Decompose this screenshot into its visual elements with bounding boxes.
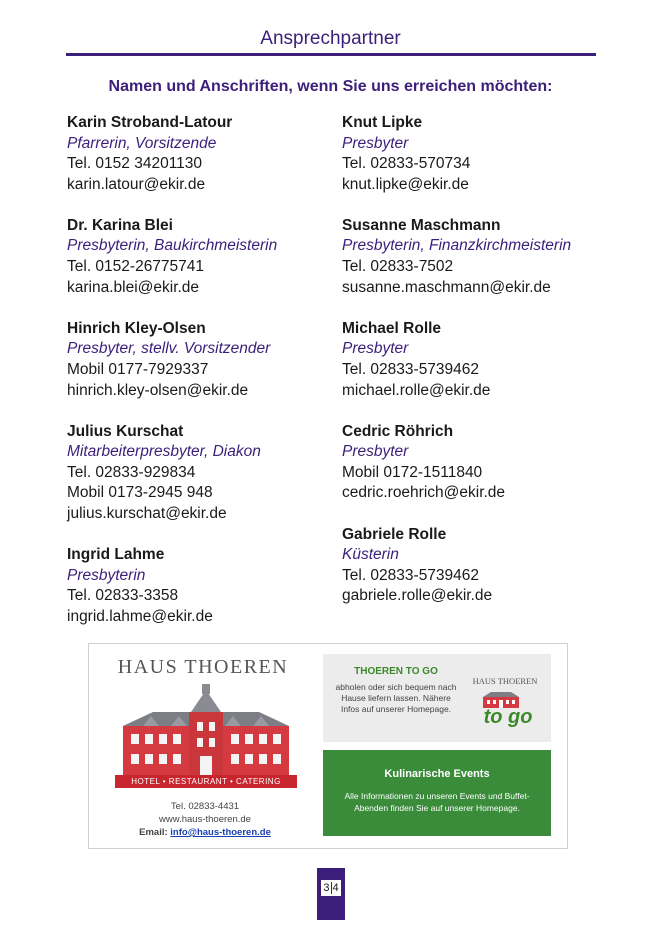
header-rule [66,53,596,56]
contact-email[interactable]: julius.kurschat@ekir.de [67,505,227,522]
contact-name: Knut Lipke [342,114,423,131]
contacts-left-column [67,113,337,648]
contact-name: Michael Rolle [342,319,442,337]
events-heading: Kulinarische Events [384,768,490,780]
contact-phone: Mobil 0173-2945 948 [67,484,213,502]
contact-entry [342,319,632,401]
contact-phone: Tel. 02833-3358 [67,587,179,605]
contact-email[interactable]: knut.lipke@ekir.de [342,175,469,193]
contact-email[interactable]: cedric.roehrich@ekir.de [342,484,506,502]
ad-brand-name: HAUS THOEREN [117,656,289,678]
contact-phone: Tel. 02833-5739462 [342,360,480,378]
contact-entry [67,422,337,525]
contact-phone: Tel. 0152 34201130 [67,155,203,173]
contact-email[interactable]: karin.latour@ekir.de [67,175,206,193]
contact-name: Gabriele Rolle [342,525,447,543]
contact-role: Presbyterin, Baukirchmeisterin [67,237,278,255]
contact-entry [67,545,337,627]
contact-email[interactable]: hinrich.kley-olsen@ekir.de [67,381,249,399]
contact-phone: Mobil 0172-1511840 [342,463,483,481]
ad-email-line [115,826,295,839]
contact-entry [342,422,632,504]
contact-role: Presbyter, stellv. Vorsitzender [67,340,271,358]
to-go-heading: THOEREN TO GO [354,666,438,677]
contact-phone: Tel. 02833-7502 [342,258,454,276]
contact-entry [67,113,337,195]
contact-name: Hinrich Kley-Olsen [67,319,206,337]
contact-role: Presbyterin [67,566,146,584]
contact-name: Cedric Röhrich [342,422,454,440]
page-number-separator [331,882,332,894]
ad-email-link[interactable]: info@haus-thoeren.de [170,827,271,838]
to-go-box [323,654,551,742]
to-go-text: abholen oder sich bequem nach Hause liefern lassen. Nähere Infos auf unserer Homepage. [335,682,457,714]
contact-phone: Mobil 0177-7929337 [67,360,209,378]
hotel-building-illustration [113,682,299,776]
contacts-right-column [342,113,632,627]
haus-thoeren-advertisement [88,643,568,849]
contact-name: Dr. Karina Blei [67,216,173,234]
events-text: Alle Informationen zu unseren Events und Buffet-Abenden finden Sie auf unserer Homepage. [344,791,530,813]
page-number-left: 3 [323,882,330,894]
page-number-right: 4 [332,882,339,894]
contact-entry [342,216,632,298]
contact-email[interactable]: karina.blei@ekir.de [67,278,200,296]
contact-role: Presbyter [342,134,409,152]
page-number [321,880,341,896]
contact-role: Mitarbeiterpresbyter, Diakon [67,443,261,461]
contact-email[interactable]: ingrid.lahme@ekir.de [67,607,213,625]
contact-role: Küsterin [342,546,399,564]
to-go-brand: HAUS THOEREN [472,676,538,686]
contact-role: Pfarrerin, Vorsitzende [67,134,217,152]
ad-website[interactable]: www.haus-thoeren.de [159,814,251,825]
contact-name: Julius Kurschat [67,422,184,440]
contact-email[interactable]: michael.rolle@ekir.de [342,381,491,399]
page-subtitle: Namen und Anschriften, wenn Sie uns erreichen möchten: [108,78,553,95]
contact-name: Ingrid Lahme [67,546,165,564]
contact-name: Karin Stroband-Latour [67,114,233,131]
contact-phone: Tel. 0152-26775741 [67,258,205,276]
ad-email-label: Email: [139,827,168,838]
ad-contact-block [115,800,295,839]
page-header-title: Ansprechpartner [260,28,401,49]
contact-entry [67,216,337,298]
ad-right-panel [323,654,551,834]
ad-services-banner: HOTEL • RESTAURANT • CATERING [115,775,297,788]
contact-phone: Tel. 02833-5739462 [342,566,480,584]
contact-name: Susanne Maschmann [342,216,501,234]
contact-role: Presbyter [342,340,409,358]
contact-phone: Tel. 02833-570734 [342,155,471,173]
to-go-logo: to go [483,706,533,728]
contact-email[interactable]: susanne.maschmann@ekir.de [342,278,551,296]
contact-phone: Tel. 02833-929834 [67,463,196,481]
page-number-tab [317,868,345,920]
contact-email[interactable]: gabriele.rolle@ekir.de [342,587,493,605]
events-box [323,750,551,836]
ad-telephone: Tel. 02833-4431 [170,801,240,812]
contact-entry [67,319,337,401]
contact-entry [342,525,632,607]
contact-entry [342,113,632,195]
ad-left-panel [89,644,314,848]
contact-role: Presbyter [342,443,409,461]
contact-role: Presbyterin, Finanzkirchmeisterin [342,237,572,255]
